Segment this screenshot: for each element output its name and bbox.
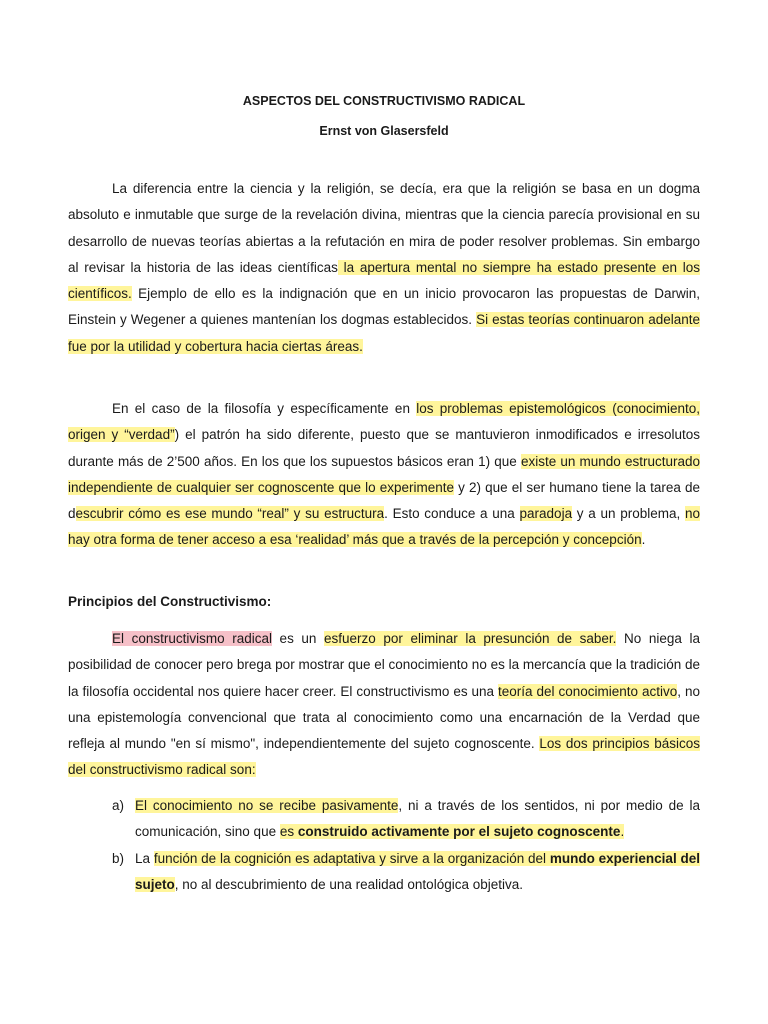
paragraph-1 [68, 176, 700, 360]
document-author: Ernst von Glasersfeld [319, 124, 449, 138]
paragraph-text: y a un problema, [572, 506, 685, 522]
paragraph-text: es un [271, 631, 325, 646]
highlighted-text: no hay otra forma de tener acceso a esa ‘realidad’ más que a través de la percepción y concepción [68, 506, 700, 548]
document-title: ASPECTOS DEL CONSTRUCTIVISMO RADICAL [242, 94, 526, 108]
list-item [0, 793, 700, 846]
principles-list [0, 793, 768, 898]
paragraph-text: Ejemplo de ello es la indignación que en un inicio provocaron las propuestas de Darwin, Einstein y Wegener a quienes mantenían los dogmas establecidos. [68, 286, 700, 328]
list-item [0, 846, 700, 899]
list-marker: a) [112, 798, 125, 813]
highlighted-text: la apertura mental no siempre ha estado presente en los científicos. [68, 259, 700, 302]
paragraph-text: y 2) que el ser humano tiene la tarea de d [68, 479, 700, 522]
highlighted-text: teoría del conocimiento activo [498, 683, 678, 699]
bold-highlighted-text: construido activamente por el sujeto cognoscente [297, 824, 621, 840]
list-marker: b) [112, 850, 125, 866]
paragraph-3 [68, 626, 700, 784]
paragraph-text: . [641, 532, 646, 548]
paragraph-text: ) el patrón ha sido diferente, puesto que se mantuvieron inmodificados e irresolutos durante más de 2’500 años. En los que los supuestos básicos eran 1) que [68, 427, 700, 469]
highlighted-text: El conocimiento no se recibe pasivamente [135, 798, 399, 813]
paragraph-text: . Esto conduce a una [384, 506, 520, 522]
highlighted-text: Si estas teorías continuaron adelante fue por la utilidad y cobertura hacia ciertas áreas. [68, 312, 700, 354]
paragraph-text: , ni a través de los sentidos, ni por medio de la comunicación, sino que [135, 798, 700, 840]
highlighted-text: los problemas epistemológicos (conocimiento, origen y “verdad” [68, 401, 700, 443]
paragraph-text: No niega la posibilidad de conocer pero brega por mostrar que el conocimiento no es la mercancía que la tradición de la filosofía occidental nos quiere hacer creer. El constructivismo es una [68, 631, 700, 699]
highlighted-text: paradoja [519, 506, 573, 522]
highlighted-text: escubrir cómo es ese mundo “real” y su estructura [75, 506, 385, 522]
section-heading: Principios del Constructivismo: [68, 594, 272, 609]
highlighted-text: función de la cognición es adaptativa y sirve a la organización del [153, 850, 550, 866]
highlighted-text: esfuerzo por eliminar la presunción de saber. [324, 631, 617, 646]
highlighted-text: existe un mundo estructurado independiente de cualquier ser cognoscente que lo experimente [68, 453, 700, 495]
paragraph-2 [68, 396, 700, 554]
paragraph-text: , no al descubrimiento de una realidad ontológica objetiva. [174, 876, 523, 892]
paragraph-text: La [135, 850, 154, 866]
pink-highlighted-text: El constructivismo radical [112, 631, 272, 646]
highlighted-text: Los dos principios básicos del constructivismo radical son: [68, 736, 700, 778]
highlighted-text: es [279, 824, 298, 840]
paragraph-text: En el caso de la filosofía y específicamente en [112, 401, 417, 416]
paragraph-text: , no una epistemología convencional que trata al conocimiento como una encarnación de la Verdad que refleja al mundo "en sí mismo", independientemente del sujeto cognoscente. [68, 683, 700, 752]
paragraph-text: . [620, 824, 625, 840]
bold-highlighted-text: mundo experiencial del sujeto [135, 850, 700, 892]
paragraph-text: La diferencia entre la ciencia y la religión, se decía, era que la religión se basa en un dogma absoluto e inmutable que surge de la revelación divina, mientras que la ciencia parecía provisional en su desarrollo de nuevas teorías abiertas a la refutación en mira de poder resolver problemas. Sin embargo al revisar la historia de las ideas científicas [68, 181, 700, 275]
